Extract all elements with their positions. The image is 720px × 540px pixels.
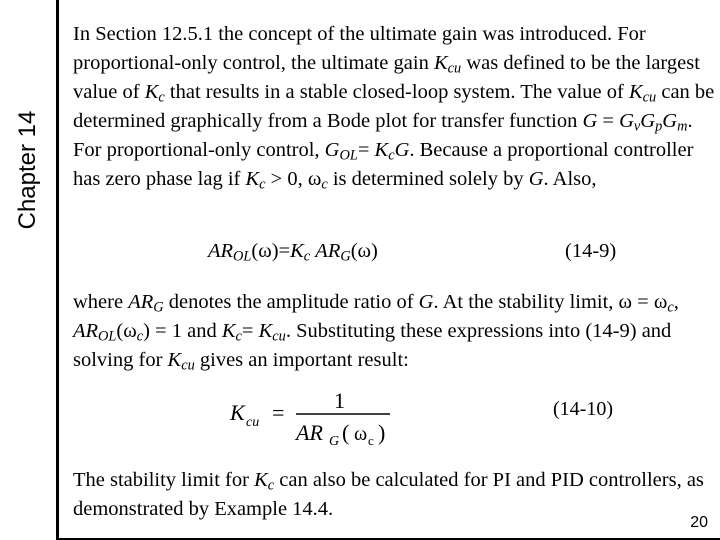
text: . Because a proportional controller has zero phase lag if <box>73 139 694 190</box>
text: gives an important result: <box>194 349 409 371</box>
text: that results in a stable closed-loop system. The value of <box>164 81 629 103</box>
text: , <box>673 291 679 313</box>
subscript: cu <box>181 357 195 374</box>
text: . Also, <box>543 168 597 190</box>
eq2-den-ar: AR <box>296 420 323 445</box>
subscript: cu <box>642 89 657 106</box>
subscript: c <box>235 328 242 345</box>
symbol-K: K <box>221 320 236 342</box>
page-number: 20 <box>690 514 708 531</box>
subscript: c <box>158 89 165 106</box>
eq2-equals: = <box>272 400 285 425</box>
subscript: OL <box>98 328 117 345</box>
subscript: G <box>340 248 351 265</box>
subscript: c <box>321 176 328 193</box>
text: . Substituting these expressions into (14-9) and solving for <box>73 320 672 371</box>
text: (ω) <box>350 240 378 262</box>
text: can also be calculated for PI and PID controllers, as demonstrated by Example 14.4. <box>73 469 704 520</box>
subscript: p <box>655 118 663 135</box>
symbol-K: K <box>290 240 304 262</box>
symbol-K: K <box>245 168 260 190</box>
symbol-G: G <box>394 139 410 161</box>
subscript: m <box>677 118 688 135</box>
symbol-K: K <box>258 320 273 342</box>
text: can be determined graphically from a Bode plot for transfer function <box>73 81 715 132</box>
symbol-G: G <box>619 110 634 132</box>
subscript: c <box>388 147 395 164</box>
text: . For proportional-only control, <box>73 110 693 161</box>
symbol-AR: AR <box>315 240 341 262</box>
text: denotes the amplitude ratio of <box>163 291 419 313</box>
text: The stability limit for <box>73 469 255 491</box>
eq2-den-omega-subscript: c <box>368 433 374 448</box>
subscript: OL <box>339 147 358 164</box>
text: . At the stability limit, ω = ω <box>433 291 668 313</box>
subscript: cu <box>447 60 462 77</box>
text: was defined to be the largest value of <box>73 52 700 103</box>
text: = <box>357 139 375 161</box>
subscript: c <box>259 176 266 193</box>
symbol-G: G <box>582 110 598 132</box>
symbol-AR: AR <box>73 320 99 342</box>
subscript: c <box>667 299 674 316</box>
eq2-lhs-subscript: cu <box>246 415 260 430</box>
symbol-K: K <box>628 81 643 103</box>
text: ) = 1 and <box>143 320 222 342</box>
paragraph-pi-pid <box>73 466 713 524</box>
symbol-G: G <box>418 291 434 313</box>
text: where <box>73 291 129 313</box>
subscript: cu <box>272 328 286 345</box>
chapter-sidebar <box>0 0 59 540</box>
symbol-AR: AR <box>128 291 154 313</box>
symbol-G: G <box>640 110 656 132</box>
subscript: c <box>303 248 311 265</box>
paragraph-intro <box>73 20 718 194</box>
symbol-K: K <box>167 349 182 371</box>
symbol-G: G <box>324 139 340 161</box>
paragraph-stability <box>73 288 713 375</box>
text: (ω)= <box>251 240 291 262</box>
symbol-K: K <box>144 81 159 103</box>
subscript: OL <box>233 248 252 265</box>
symbol-K: K <box>433 52 448 74</box>
subscript: c <box>136 328 144 345</box>
text: = <box>241 320 259 342</box>
eq2-numerator: 1 <box>334 388 345 413</box>
eq2-den-omega: ω <box>354 423 368 445</box>
eq2-den-subscript: G <box>329 434 340 448</box>
symbol-G: G <box>528 168 544 190</box>
text: In Section 12.5.1 the concept of the ultimate gain was introduced. For proportional-only control, the ultimate gain <box>73 23 646 74</box>
eq2-den-open: ( <box>342 420 350 445</box>
symbol-K: K <box>254 469 268 491</box>
symbol-AR: AR <box>208 240 234 262</box>
symbol-K: K <box>374 139 389 161</box>
text: = <box>597 110 620 132</box>
equation-number-14-10: (14-10) <box>553 398 613 420</box>
eq2-den-close: ) <box>378 420 386 445</box>
chapter-label: Chapter 14 <box>14 110 41 230</box>
text: is determined solely by <box>327 168 529 190</box>
subscript: G <box>153 299 164 316</box>
text: > 0, ω <box>265 168 322 190</box>
subscript: v <box>633 118 641 135</box>
text: (ω <box>116 320 137 342</box>
eq2-lhs: K <box>230 400 245 425</box>
symbol-G: G <box>662 110 678 132</box>
equation-14-9 <box>208 240 378 263</box>
equation-number-14-9: (14-9) <box>565 240 617 262</box>
subscript: c <box>267 477 275 494</box>
